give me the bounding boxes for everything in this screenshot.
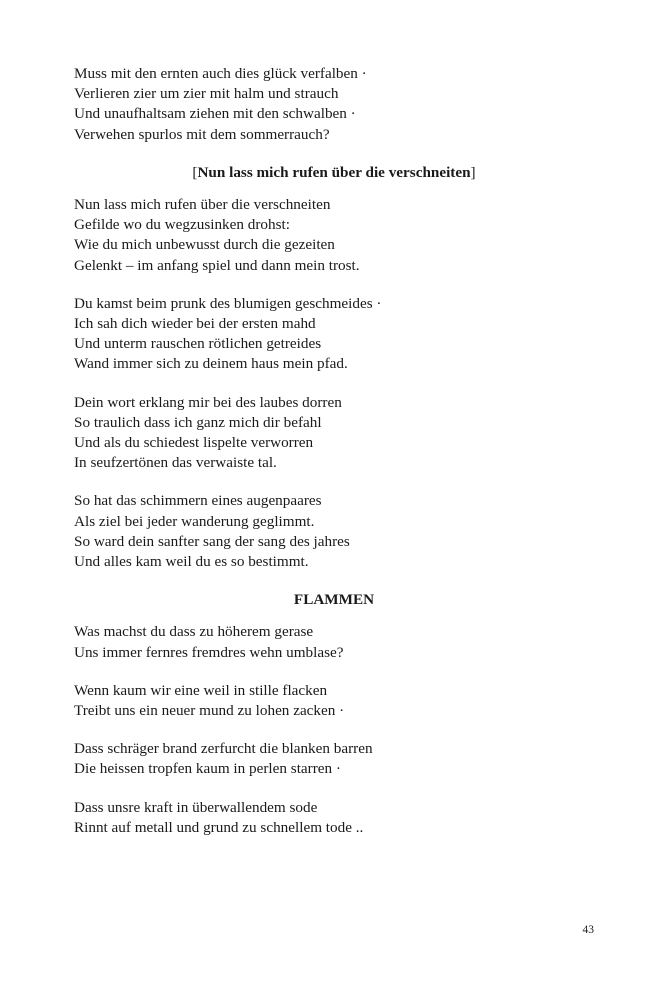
verse-line: Die heissen tropfen kaum in perlen starren · xyxy=(74,760,341,778)
bracket-close: ] xyxy=(470,163,476,181)
bracket-open: [ xyxy=(192,163,198,181)
verse-line: Und alles kam weil du es so bestimmt. xyxy=(74,553,309,571)
verse-line: In seufzertönen das verwaiste tal. xyxy=(74,454,277,472)
verse-line: Ich sah dich wieder bei der ersten mahd xyxy=(74,315,316,333)
verse-line: So ward dein sanfter sang der sang des jahres xyxy=(74,532,350,550)
poem3-stanza-3 xyxy=(74,739,594,779)
verse-line: Was machst du dass zu höherem gerase xyxy=(74,623,314,641)
poem3-stanza-2 xyxy=(74,681,594,721)
verse-line: Muss mit den ernten auch dies glück verfalben · xyxy=(74,65,367,82)
verse-line: Rinnt auf metall und grund zu schnellem tode .. xyxy=(74,818,364,836)
verse-line: Dass schräger brand zerfurcht die blanken barren xyxy=(74,740,373,758)
verse-line: Und unterm rauschen rötlichen getreides xyxy=(74,335,322,353)
poem3-stanza-4 xyxy=(74,798,594,838)
poem2-stanza-2 xyxy=(74,294,594,375)
verse-line: Gelenkt – im anfang spiel und dann mein trost. xyxy=(74,256,360,274)
poem1-stanza-1 xyxy=(74,64,594,145)
verse-line: So hat das schimmern eines augenpaares xyxy=(74,492,322,510)
verse-line: Als ziel bei jeder wanderung geglimmt. xyxy=(74,512,315,530)
poem2-stanza-3 xyxy=(74,393,594,474)
verse-line: Dein wort erklang mir bei des laubes dorren xyxy=(74,393,342,411)
verse-line: Gefilde wo du wegzusinken drohst: xyxy=(74,216,290,234)
verse-line: Wand immer sich zu deinem haus mein pfad. xyxy=(74,355,348,373)
verse-line: Wenn kaum wir eine weil in stille flacken xyxy=(74,681,328,699)
poem2-stanza-4 xyxy=(74,491,594,572)
poem2-title-text: Nun lass mich rufen über die verschneiten xyxy=(197,163,471,181)
verse-line: Treibt uns ein neuer mund zu lohen zacken · xyxy=(74,702,345,720)
poem2-stanza-1 xyxy=(74,195,594,276)
verse-line: So traulich dass ich ganz mich dir befahl xyxy=(74,413,322,431)
poem3-title: FLAMMEN xyxy=(293,591,375,609)
verse-line: Nun lass mich rufen über die verschneiten xyxy=(74,196,331,214)
poem2-title xyxy=(74,163,594,183)
poem3-stanza-1 xyxy=(74,622,594,662)
verse-line: Verlieren zier um zier mit halm und strauch xyxy=(74,85,339,103)
page-number: 43 xyxy=(582,924,594,936)
verse-line: Und unaufhaltsam ziehen mit den schwalben · xyxy=(74,105,356,123)
verse-line: Und als du schiedest lispelte verworren xyxy=(74,434,314,452)
verse-line: Verwehen spurlos mit dem sommerrauch? xyxy=(74,125,330,143)
page-body xyxy=(74,64,594,838)
verse-line: Dass unsre kraft in überwallendem sode xyxy=(74,798,318,816)
verse-line: Wie du mich unbewusst durch die gezeiten xyxy=(74,236,335,254)
verse-line: Uns immer fernres fremdres wehn umblase? xyxy=(74,643,344,661)
verse-line: Du kamst beim prunk des blumigen geschmeides · xyxy=(74,294,382,312)
